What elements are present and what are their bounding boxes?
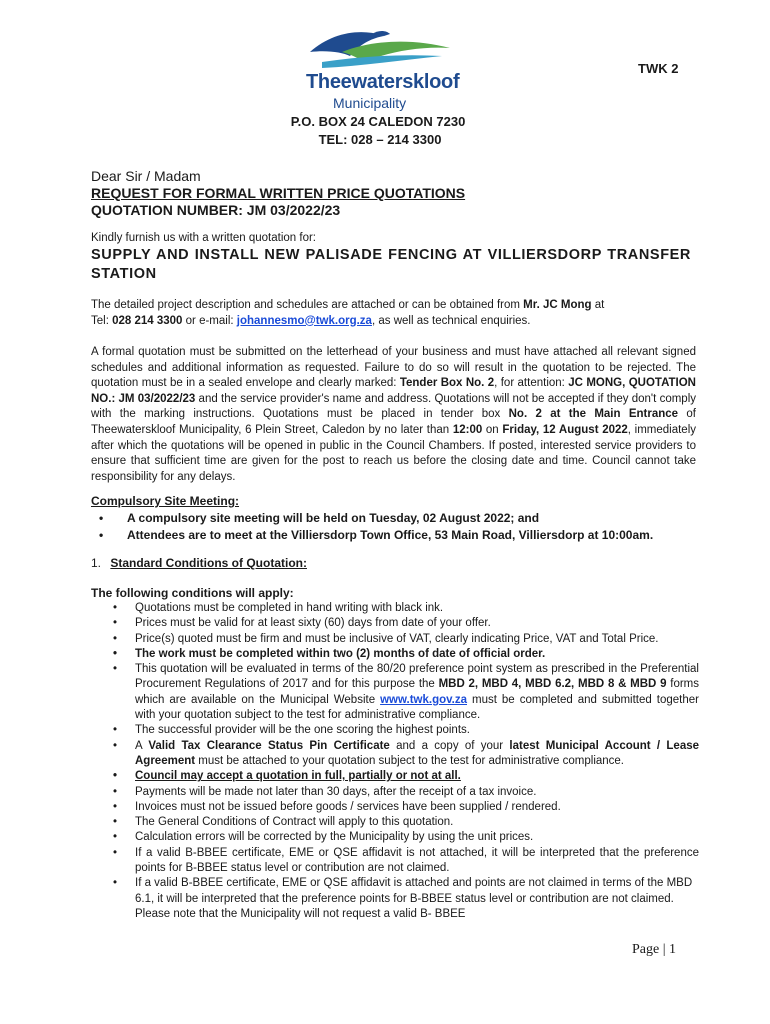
- list-item: • Payments will be made not later than 30 days, after the receipt of a tax invoice.: [91, 785, 699, 800]
- tender-box-location: No. 2 at the Main Entrance: [508, 408, 679, 421]
- section-number: 1.: [91, 556, 102, 570]
- item-text: must be attached to your quotation subject to the test for administrative compliance.: [195, 754, 625, 767]
- paragraph-text: on: [482, 423, 503, 436]
- email-link[interactable]: johannesmo@twk.org.za: [236, 314, 372, 327]
- logo-subtitle: Municipality: [333, 95, 407, 111]
- salutation: Dear Sir / Madam: [91, 168, 201, 184]
- municipality-logo: [292, 22, 482, 112]
- closing-date: Friday, 12 August 2022: [502, 423, 628, 436]
- list-item: • If a valid B-BBEE certificate, EME or QSE affidavit is not attached, it will be interpreted that the preference points for B-BBEE status level or contribution are not claimed.: [91, 846, 699, 877]
- formal-quotation-paragraph: [91, 345, 696, 485]
- conditions-heading: The following conditions will apply:: [91, 586, 294, 600]
- paragraph-text: , for attention:: [494, 377, 569, 390]
- detail-text: , as well as technical enquiries.: [371, 314, 531, 327]
- list-item: • Prices must be valid for at least sixty (60) days from date of your offer.: [91, 616, 699, 631]
- document-code: TWK 2: [638, 61, 679, 76]
- item-text: forms which are available on the Municipal Website: [135, 678, 700, 706]
- list-item: • Attendees are to meet at the Villiersdorp Town Office, 53 Main Road, Villiersdorp at 10:00am.: [91, 527, 701, 544]
- conditions-list: [91, 601, 699, 922]
- logo-name: Theewaterskloof: [306, 71, 460, 93]
- detail-paragraph: [91, 298, 696, 329]
- list-item: • The General Conditions of Contract will apply to this quotation.: [91, 815, 699, 830]
- list-item: • The successful provider will be the one scoring the highest points.: [91, 723, 699, 738]
- tender-box: Tender Box No. 2: [399, 377, 495, 390]
- contact-name: Mr. JC Mong: [523, 299, 592, 311]
- list-item: [91, 662, 699, 723]
- telephone-line: TEL: 028 – 214 3300: [318, 132, 442, 147]
- quotation-number-heading: QUOTATION NUMBER: JM 03/2022/23: [91, 202, 341, 218]
- paragraph-text: A formal quotation must be submitted on the letterhead of your business and must have attached all relevant signed schedules and additional information as requested. Failure to do so will result in the quotation to be rejected. The quotation must be in a sealed envelope and clearly marked:: [91, 346, 696, 390]
- project-title: SUPPLY AND INSTALL NEW PALISADE FENCING AT VILLIERSDORP TRANSFER STATION: [91, 247, 691, 282]
- paragraph-text: of Theewaterskloof Municipality, 6 Plein Street, Caledon by no later than: [91, 408, 696, 436]
- list-item: • Price(s) quoted must be firm and must be inclusive of VAT, clearly indicating Price, VAT and Total Price.: [91, 632, 699, 647]
- logo-wave-icon: [302, 22, 452, 72]
- section-heading: [91, 556, 307, 570]
- list-item: [91, 739, 699, 770]
- tel-number: 028 214 3300: [112, 314, 183, 327]
- site-meeting-heading: Compulsory Site Meeting:: [91, 494, 240, 508]
- list-item: • Invoices must not be issued before goods / services have been supplied / rendered.: [91, 800, 699, 815]
- detail-text: at: [591, 299, 605, 311]
- tax-clearance-requirement: Valid Tax Clearance Status Pin Certificate: [148, 739, 390, 752]
- request-heading: REQUEST FOR FORMAL WRITTEN PRICE QUOTATIONS: [91, 185, 466, 201]
- tel-label: Tel:: [91, 314, 113, 327]
- municipal-account-requirement: latest Municipal Account / Lease Agreement: [135, 739, 700, 767]
- list-item: • A compulsory site meeting will be held on Tuesday, 02 August 2022; and: [91, 510, 701, 527]
- list-item: • Calculation errors will be corrected by the Municipality by using the unit prices.: [91, 830, 699, 845]
- postal-address: P.O. BOX 24 CALEDON 7230: [290, 114, 466, 129]
- site-meeting-list: [91, 510, 701, 543]
- list-item: • If a valid B-BBEE certificate, EME or QSE affidavit is attached and points are not claimed in terms of the MBD 6.1, it will be interpreted that the preference points for B-BBEE status level or contribution are not claimed. Please note that the Municipality will not request a valid B- BBEE: [91, 876, 699, 922]
- item-text: and a copy of your: [389, 739, 510, 752]
- paragraph-text: , immediately after which the quotations will be opened in public in the Council Chambers. If posted, interested service providers to ensure that sufficient time are given for the post to reach us before the closing date and time. Council cannot take responsibility for any delays.: [91, 423, 696, 483]
- closing-time: 12:00: [452, 423, 483, 436]
- list-item: • Quotations must be completed in hand writing with black ink.: [91, 601, 699, 616]
- list-item: • The work must be completed within two (2) months of date of official order.: [91, 647, 699, 662]
- item-text: A: [135, 739, 149, 752]
- detail-text: The detailed project description and schedules are attached or can be obtained from: [91, 299, 524, 311]
- section-title: Standard Conditions of Quotation:: [110, 556, 307, 570]
- item-text: This quotation will be evaluated in terms of the 80/20 preference point system as prescribed in the Preferential Procurement Regulations of 2017 and for this purpose the: [135, 663, 699, 691]
- page-number: Page | 1: [632, 942, 677, 957]
- paragraph-text: and the service provider's name and address. Quotations will not be accepted if they don't comply with the marking instructions. Quotations must be placed in tender box: [91, 392, 696, 421]
- mbd-forms: MBD 2, MBD 4, MBD 6.2, MBD 8 & MBD 9: [438, 678, 667, 691]
- attention-line: JC MONG, QUOTATION NO.: JM 03/2022/23: [91, 377, 696, 405]
- item-text: must be completed and submitted together with your quotation subject to the test for administrative compliance.: [135, 693, 699, 722]
- furnish-text: Kindly furnish us with a written quotation for:: [91, 232, 317, 244]
- email-label: or e-mail:: [182, 314, 237, 327]
- website-link[interactable]: www.twk.gov.za: [380, 693, 467, 706]
- list-item: • Council may accept a quotation in full, partially or not at all.: [91, 769, 699, 784]
